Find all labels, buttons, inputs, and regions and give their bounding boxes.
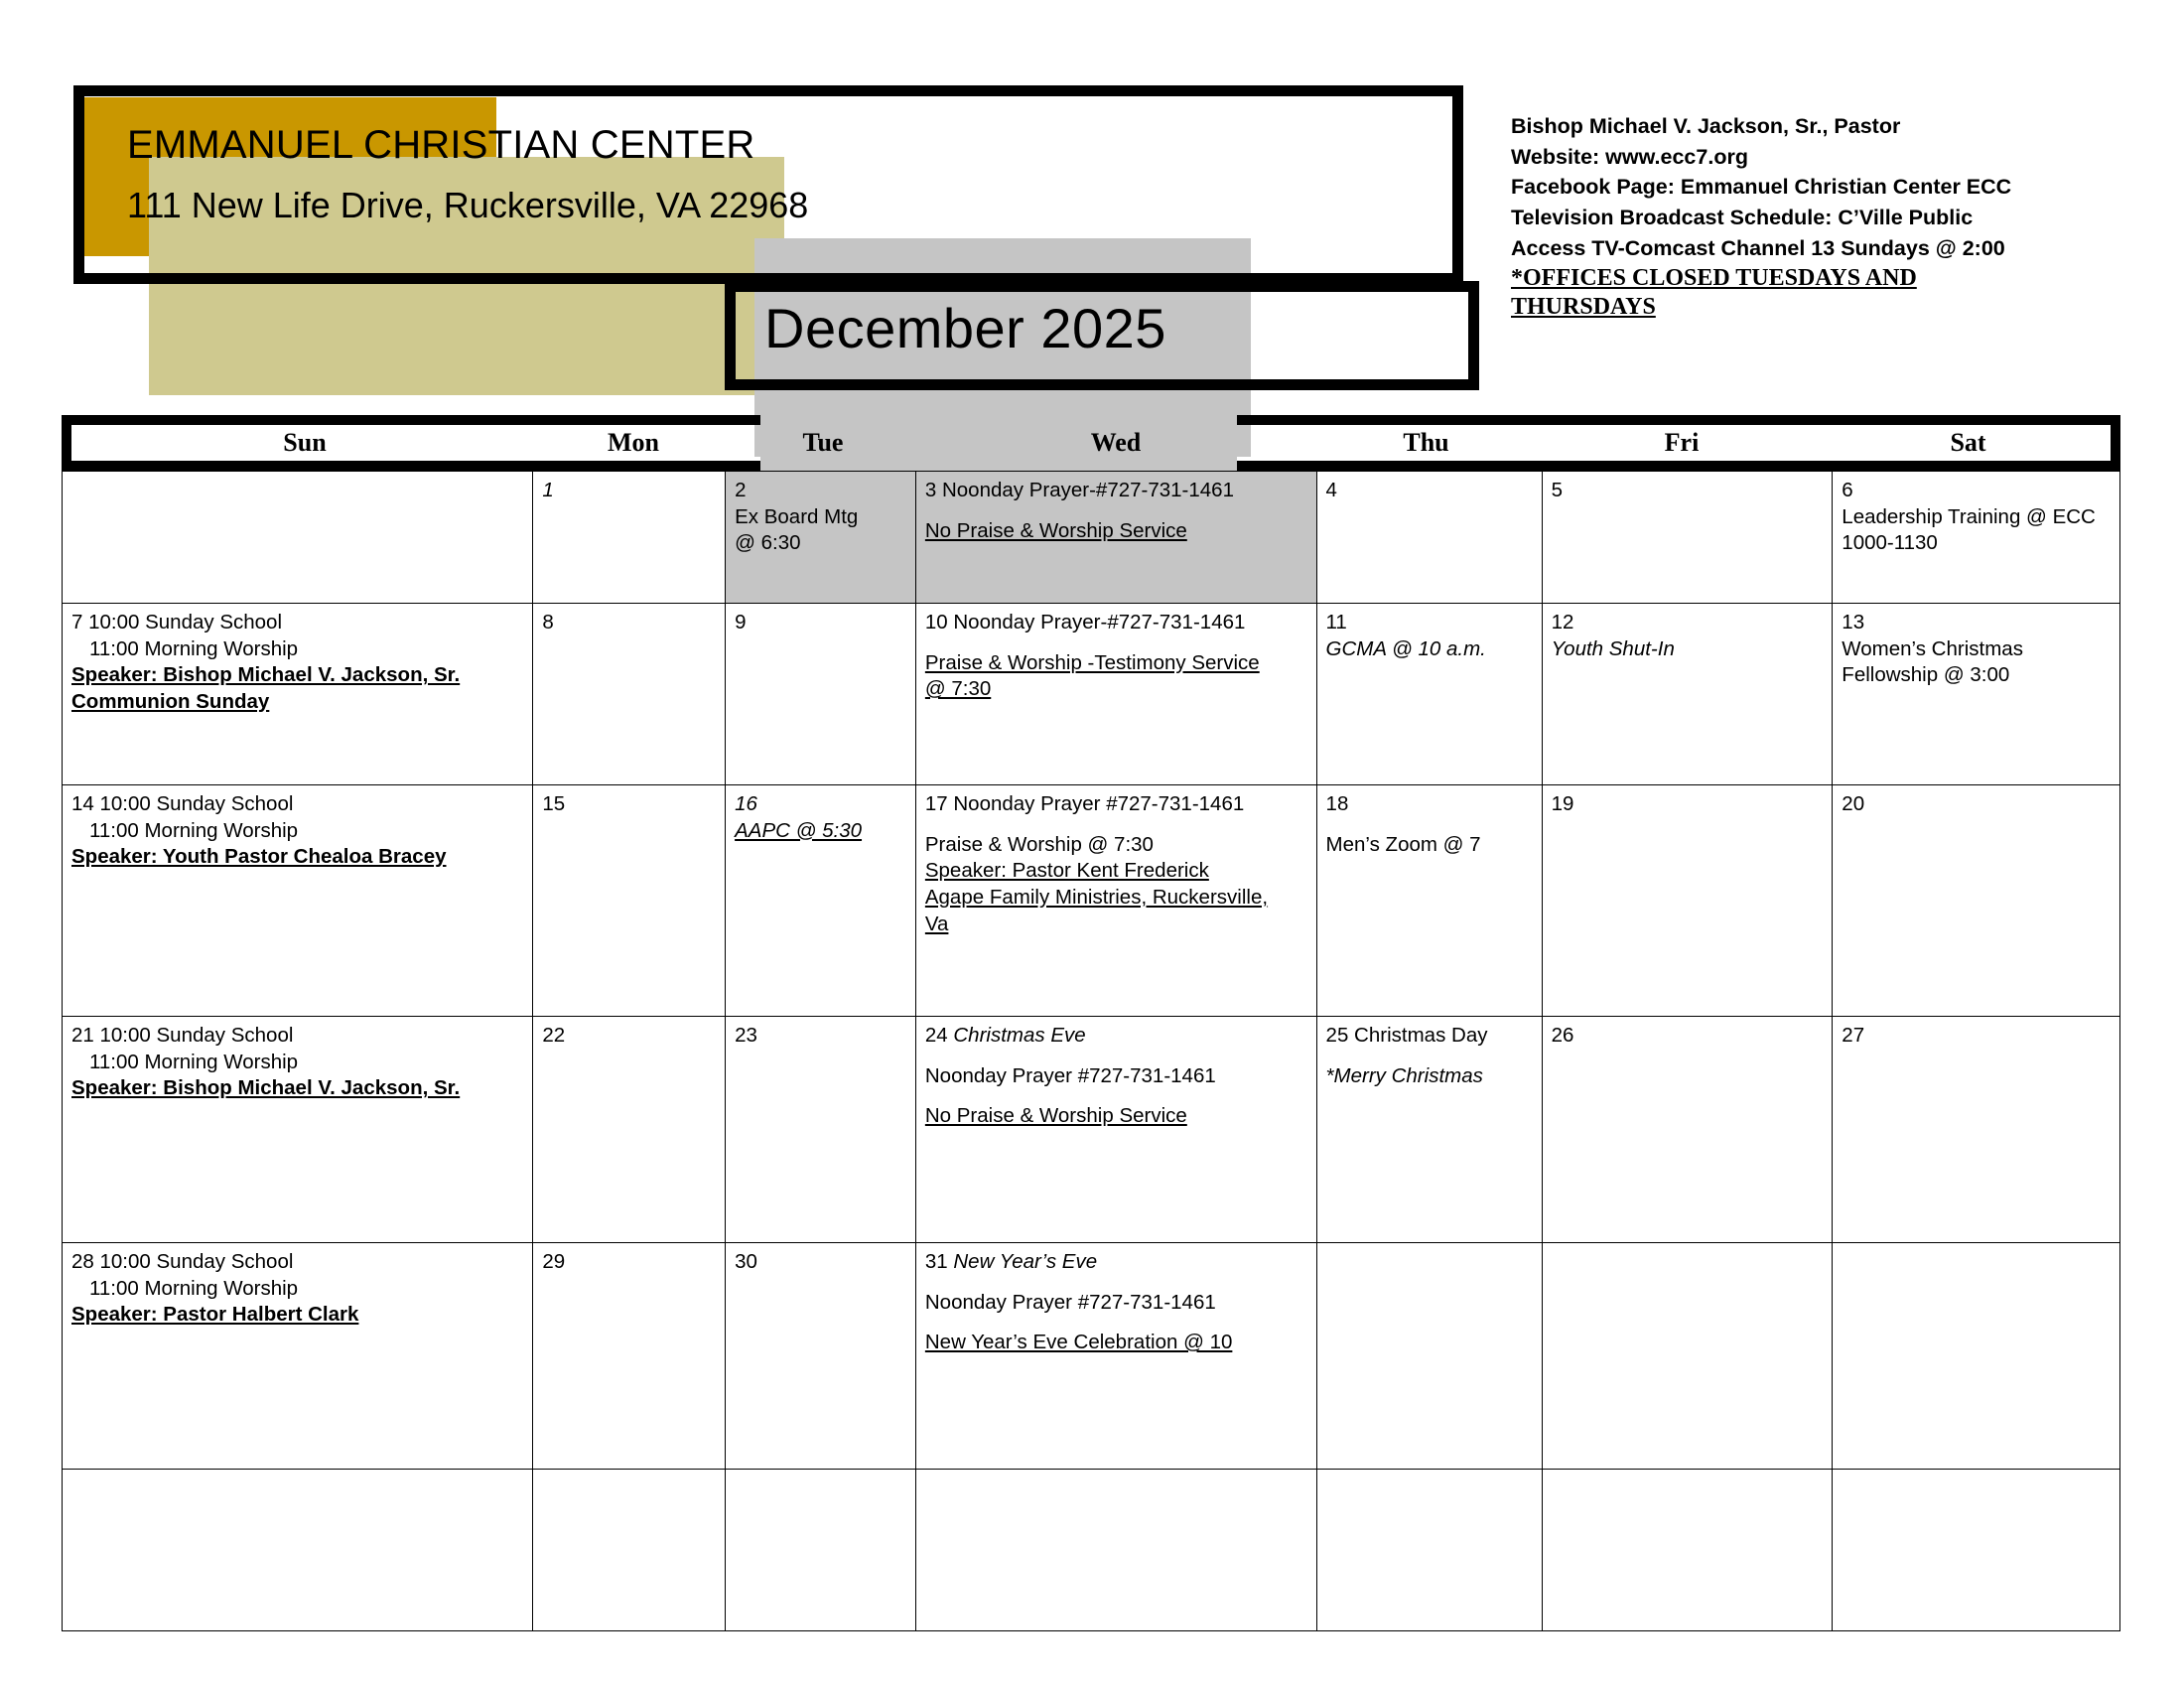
pastor-line: Bishop Michael V. Jackson, Sr., Pastor (1511, 114, 1901, 138)
calendar-day-cell[interactable] (1833, 1243, 2120, 1470)
day-event-text: Fellowship @ 3:00 (1842, 663, 2010, 687)
day-event-text: 11:00 Morning Worship (89, 1050, 299, 1073)
day-event-line (925, 1330, 1308, 1356)
day-event-text: Speaker: Youth Pastor Chealoa Bracey (71, 845, 447, 869)
calendar-day-cell[interactable] (1542, 785, 1833, 1017)
day-event-text: Agape Family Ministries, Ruckersville, (924, 885, 1269, 909)
spacer (925, 636, 1308, 650)
day-event-line (925, 1103, 1308, 1130)
day-number: 8 (542, 611, 554, 633)
day-header-thu: Thu (1403, 428, 1449, 457)
day-number: 15 (542, 792, 566, 815)
calendar-day-cell[interactable] (915, 785, 1316, 1017)
day-number: 24 (924, 1024, 948, 1047)
calendar-week-row (63, 785, 2120, 1017)
calendar-day-cell[interactable] (533, 472, 726, 604)
calendar-day-cell[interactable] (726, 604, 916, 785)
day-number: 25 (1325, 1024, 1349, 1047)
day-number: 7 (71, 611, 83, 633)
offices-closed-line-2: THURSDAYS (1511, 293, 1656, 320)
day-event-line (735, 504, 907, 531)
day-event-text: Speaker: Bishop Michael V. Jackson, Sr. (71, 663, 461, 687)
day-inline-event: New Year’s Eve (947, 1250, 1098, 1273)
day-number: 5 (1551, 479, 1564, 501)
day-number: 28 (71, 1250, 94, 1273)
day-event-text: AAPC @ 5:30 (735, 818, 863, 842)
day-number: 14 (71, 792, 94, 815)
day-number: 18 (1325, 792, 1349, 815)
day-event-line (925, 1290, 1308, 1317)
day-event-line (71, 1075, 524, 1102)
calendar-day-cell[interactable] (63, 785, 533, 1017)
spacer (925, 1316, 1308, 1330)
day-event-text: Praise & Worship @ 7:30 (924, 832, 1154, 856)
day-event-line (925, 858, 1308, 885)
day-event-line (1842, 636, 2112, 663)
day-inline-event: Noonday Prayer #727-731-1461 (947, 792, 1245, 815)
calendar-day-cell[interactable] (915, 1470, 1316, 1631)
day-event-line (735, 530, 907, 557)
calendar-day-cell[interactable] (1316, 785, 1542, 1017)
day-of-week-header (62, 415, 2120, 471)
day-inline-event: 10:00 Sunday School (82, 611, 283, 633)
day-event-text: Speaker: Pastor Halbert Clark (71, 1303, 359, 1327)
day-event-line (925, 676, 1308, 703)
calendar-day-cell[interactable] (533, 1470, 726, 1631)
day-header-mon: Mon (608, 428, 659, 457)
day-number: 13 (1842, 611, 1865, 633)
day-event-text: 11:00 Morning Worship (89, 636, 299, 660)
day-event-text: GCMA @ 10 a.m. (1325, 636, 1486, 660)
spacer (925, 504, 1308, 518)
day-number: 20 (1842, 792, 1865, 815)
spacer (925, 1089, 1308, 1103)
calendar-day-cell[interactable] (63, 1243, 533, 1470)
day-number: 12 (1551, 611, 1574, 633)
day-event-text: Ex Board Mtg (735, 504, 859, 528)
website-line: Website: www.ecc7.org (1511, 144, 1748, 169)
spacer (1326, 818, 1534, 832)
calendar-day-cell[interactable] (1316, 1470, 1542, 1631)
day-event-line (71, 1302, 524, 1329)
spacer (925, 818, 1308, 832)
day-event-line (925, 1063, 1308, 1090)
contact-info (1511, 111, 2166, 322)
day-event-text: No Praise & Worship Service (924, 518, 1187, 542)
day-event-text: @ 7:30 (924, 677, 992, 701)
day-number: 29 (542, 1250, 566, 1273)
day-number: 22 (542, 1024, 566, 1047)
calendar-day-cell[interactable] (915, 1017, 1316, 1243)
day-number: 3 (924, 479, 937, 501)
calendar-day-cell[interactable] (1833, 1017, 2120, 1243)
tv-line-1: Television Broadcast Schedule: C’Ville Public (1511, 206, 1974, 230)
day-number: 17 (924, 792, 948, 815)
calendar (62, 415, 2120, 1631)
calendar-day-cell[interactable] (1542, 1470, 1833, 1631)
day-event-text: 11:00 Morning Worship (89, 818, 299, 842)
calendar-day-cell[interactable] (63, 1470, 533, 1631)
calendar-day-cell[interactable] (726, 1017, 916, 1243)
day-number: 19 (1551, 792, 1574, 815)
calendar-day-cell[interactable] (533, 1243, 726, 1470)
day-inline-event: 10:00 Sunday School (93, 1024, 294, 1047)
day-header-sun: Sun (283, 428, 327, 457)
day-event-text: Noonday Prayer #727-731-1461 (924, 1063, 1216, 1087)
day-event-text: Leadership Training @ ECC (1842, 504, 2096, 528)
day-event-text: Men’s Zoom @ 7 (1325, 832, 1481, 856)
calendar-day-cell[interactable] (63, 1017, 533, 1243)
calendar-day-cell[interactable] (1542, 604, 1833, 785)
tv-line-2: Access TV-Comcast Channel 13 Sundays @ 2:00 (1511, 235, 2005, 260)
calendar-day-cell[interactable] (915, 1243, 1316, 1470)
day-event-text: @ 6:30 (735, 531, 801, 555)
day-number: 23 (735, 1024, 757, 1047)
day-event-line (1552, 636, 1825, 663)
day-number: 9 (735, 611, 747, 633)
calendar-week-row (63, 1017, 2120, 1243)
day-event-line (1842, 530, 2112, 557)
day-event-line (1326, 832, 1534, 859)
calendar-day-cell[interactable] (915, 604, 1316, 785)
day-event-line (1326, 1063, 1534, 1090)
calendar-week-row (63, 472, 2120, 604)
calendar-day-cell[interactable] (533, 604, 726, 785)
day-number: 21 (71, 1024, 94, 1047)
calendar-day-cell[interactable] (63, 604, 533, 785)
day-event-text: Praise & Worship -Testimony Service (924, 650, 1260, 674)
day-event-text: 11:00 Morning Worship (89, 1276, 299, 1300)
day-event-line (71, 1276, 524, 1303)
offices-closed-line-1: *OFFICES CLOSED TUESDAYS AND (1511, 264, 1917, 291)
calendar-day-cell[interactable] (726, 1470, 916, 1631)
day-event-line (1842, 504, 2112, 531)
day-event-line (71, 689, 524, 716)
calendar-day-cell[interactable] (1833, 785, 2120, 1017)
calendar-day-cell[interactable] (1542, 1017, 1833, 1243)
day-number: 27 (1842, 1024, 1865, 1047)
day-event-line (925, 650, 1308, 677)
calendar-day-cell[interactable] (1833, 604, 2120, 785)
day-event-line (71, 1050, 524, 1076)
calendar-week-row (63, 604, 2120, 785)
day-number: 26 (1551, 1024, 1574, 1047)
month-title: December 2025 (764, 297, 1166, 359)
day-header-sat: Sat (1950, 428, 1986, 457)
day-number: 1 (542, 479, 554, 501)
calendar-day-cell[interactable] (915, 472, 1316, 604)
facebook-line: Facebook Page: Emmanuel Christian Center ECC (1511, 175, 2012, 200)
day-event-text: Youth Shut-In (1551, 636, 1675, 660)
day-event-line (925, 885, 1308, 912)
spacer (925, 1276, 1308, 1290)
calendar-week-row (63, 1470, 2120, 1631)
calendar-day-cell[interactable] (726, 785, 916, 1017)
day-number: 2 (735, 479, 747, 501)
calendar-day-cell[interactable] (1542, 1243, 1833, 1470)
day-event-line (925, 518, 1308, 545)
day-number: 30 (735, 1250, 757, 1273)
calendar-week-row (63, 1243, 2120, 1470)
day-event-text: Speaker: Bishop Michael V. Jackson, Sr. (71, 1076, 461, 1100)
page-header (0, 0, 2184, 407)
day-event-line (71, 636, 524, 663)
calendar-day-cell[interactable] (1316, 604, 1542, 785)
day-inline-event: 10:00 Sunday School (93, 792, 294, 815)
day-event-line (71, 844, 524, 871)
day-event-line (925, 912, 1308, 938)
calendar-day-cell[interactable] (1316, 1243, 1542, 1470)
day-header-wed: Wed (1090, 428, 1142, 457)
day-inline-event: Noonday Prayer-#727-731-1461 (936, 479, 1234, 501)
day-number: 16 (735, 792, 757, 815)
calendar-day-cell[interactable] (726, 472, 916, 604)
day-event-text: Communion Sunday (71, 689, 270, 713)
day-event-line (925, 832, 1308, 859)
day-event-line (735, 818, 907, 845)
calendar-day-cell[interactable] (63, 472, 533, 604)
day-header-tue: Tue (802, 428, 844, 457)
church-name: EMMANUEL CHRISTIAN CENTER (127, 123, 755, 167)
day-inline-event: 10:00 Sunday School (93, 1250, 294, 1273)
day-event-text: Speaker: Pastor Kent Frederick (924, 859, 1209, 883)
day-event-line (1842, 662, 2112, 689)
day-number: 6 (1842, 479, 1853, 501)
calendar-day-cell[interactable] (726, 1243, 916, 1470)
day-inline-event: Christmas Day (1348, 1024, 1488, 1047)
day-event-text: *Merry Christmas (1325, 1063, 1483, 1087)
calendar-day-cell[interactable] (1833, 1470, 2120, 1631)
day-number: 31 (924, 1250, 948, 1273)
calendar-day-cell[interactable] (1542, 472, 1833, 604)
calendar-day-cell[interactable] (1316, 472, 1542, 604)
day-inline-event: Noonday Prayer-#727-731-1461 (947, 611, 1246, 633)
calendar-day-cell[interactable] (533, 785, 726, 1017)
spacer (1326, 1050, 1534, 1063)
day-number: 4 (1325, 479, 1337, 501)
day-event-text: 1000-1130 (1842, 531, 1938, 555)
day-number: 11 (1325, 611, 1347, 633)
spacer (925, 1050, 1308, 1063)
day-event-text: Va (924, 912, 949, 935)
day-number: 10 (924, 611, 948, 633)
day-header-fri: Fri (1664, 428, 1700, 457)
day-inline-event: Christmas Eve (947, 1024, 1086, 1047)
calendar-day-cell[interactable] (1833, 472, 2120, 604)
day-event-text: Noonday Prayer #727-731-1461 (924, 1290, 1216, 1314)
day-event-text: No Praise & Worship Service (924, 1104, 1187, 1128)
church-address: 111 New Life Drive, Ruckersville, VA 22968 (127, 185, 809, 225)
day-event-line (71, 662, 524, 689)
calendar-day-cell[interactable] (1316, 1017, 1542, 1243)
calendar-day-cell[interactable] (533, 1017, 726, 1243)
day-event-text: New Year’s Eve Celebration @ 10 (924, 1331, 1233, 1354)
day-event-line (71, 818, 524, 845)
calendar-grid (62, 471, 2120, 1631)
day-event-line (1326, 636, 1534, 663)
day-event-text: Women’s Christmas (1842, 636, 2023, 660)
